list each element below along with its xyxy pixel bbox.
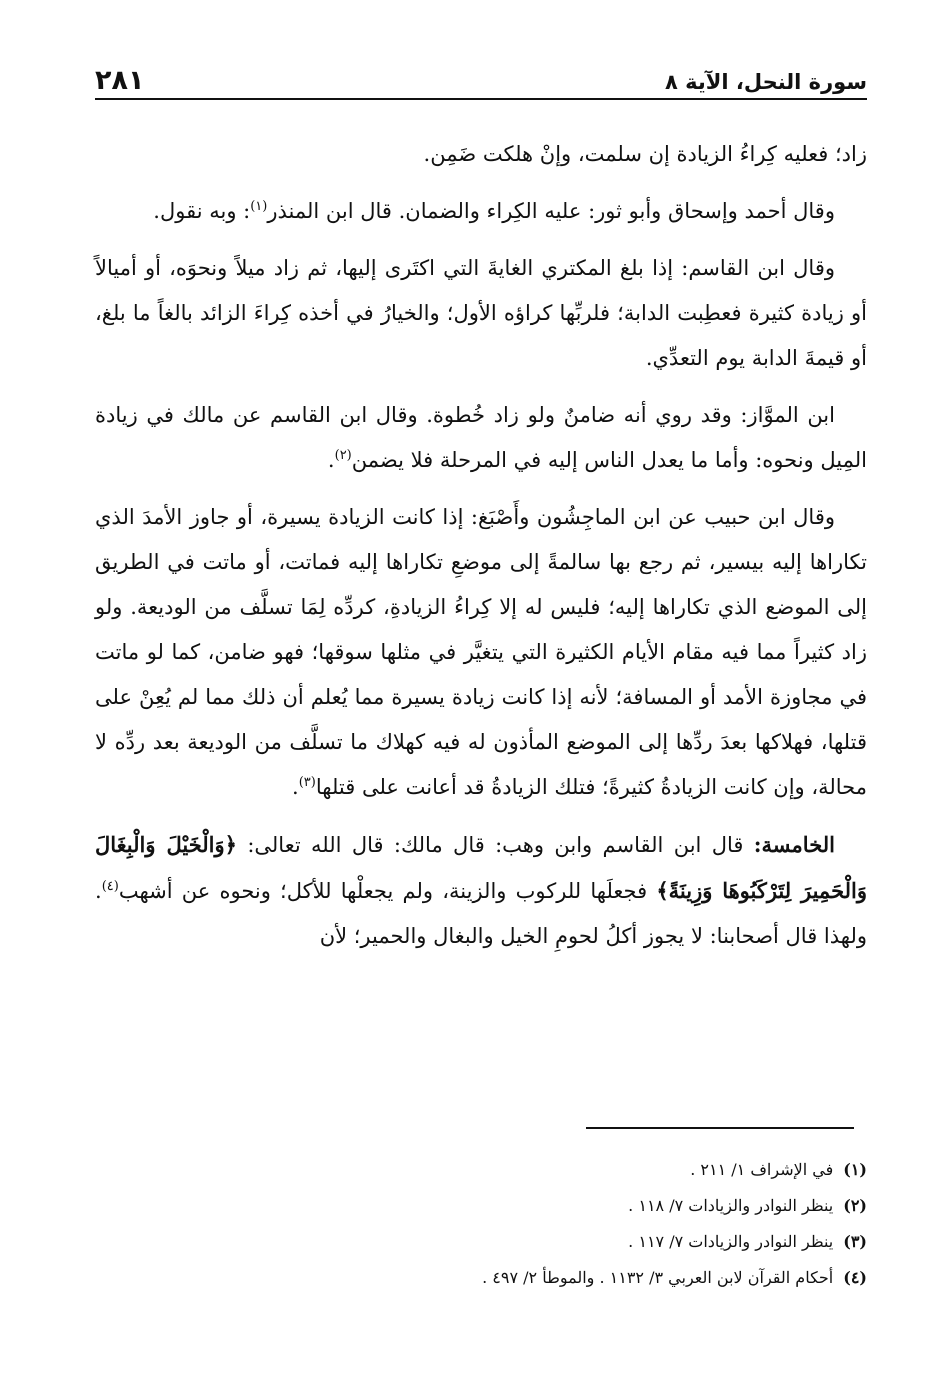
- running-title: سورة النحل، الآية ٨: [664, 70, 867, 94]
- footnote-marker: (٤): [101, 879, 119, 894]
- footnote: [95, 1152, 867, 1188]
- footnote: [95, 1260, 867, 1296]
- paragraph: [95, 393, 867, 483]
- page-header: [95, 58, 867, 100]
- text-segment: زاد؛ فعليه كِراءُ الزيادة إن سلمت، وإنْ هلكت ضَمِن.: [423, 142, 867, 166]
- text-segment: وقال ابن القاسم: إذا بلغ المكتري الغايةَ التي اكتَرى إليها، ثم زاد ميلاً ونحوَه، أو أميالاً أو زيادة كثيرة فعطِبت الدابة؛ فلربِّها كراؤه الأول؛ والخيارُ في أخذه كِراءَ الزائد بالغاً ما بلغ، أو قيمةَ الدابة يوم التعدِّي.: [95, 256, 867, 370]
- footnote-number: (٢): [843, 1196, 867, 1215]
- footnotes: [95, 1152, 867, 1296]
- paragraph: [95, 822, 867, 959]
- text-segment: وقال ابن حبيب عن ابن الماجِشُون وأَصْبَغ: إذا كانت الزيادة يسيرة، أو جاوز الأمدَ الذي تكاراها إليه بيسير، ثم رجع بها سالمةً إلى موضعِ تكاراها إليه فماتت، أو ماتت في الطريق إلى الموضع الذي تكاراها إليه؛ فليس له إلا كِراءُ الزيادةِ، كردِّه لِمَا تسلَّف من الوديعة. ولو زاد كثيراً مما فيه مقام الأيام الكثيرة التي يتغيَّر في مثلها سوقها؛ فهو ضامن، كما لو ماتت في مجاوزة الأمد أو المسافة؛ لأنه إذا كانت زيادة يسيرة مما يُعلم أن ذلك مما لم يُعِنْ على قتلها، فهلاكها بعدَ ردِّها إلى الموضع المأذون له فيه كهلاك ما تسلَّف من الوديعة بعد ردِّه لا محالة، وإن كانت الزيادةُ كثيرةً؛ فتلك الزيادةُ قد أعانت على قتلها: [95, 505, 867, 799]
- text-segment: .: [327, 448, 335, 472]
- footnote-marker: (٣): [298, 775, 316, 790]
- section-lead: الخامسة:: [753, 832, 835, 857]
- footnote-number: (٤): [843, 1268, 867, 1287]
- footnote-separator: [586, 1127, 854, 1129]
- text-segment: فجعلَها للركوب والزينة، ولم يجعلْها للأكل؛ ونحوه عن أشهب: [118, 879, 657, 903]
- footnote: [95, 1188, 867, 1224]
- text-segment: .: [292, 775, 299, 799]
- text-segment: ابن الموَّاز: وقد روي أنه ضامنٌ ولو زاد خُطوة. وقال ابن القاسم عن مالك في زيادة المِيل ونحوه: وأما ما يعدل الناس إليه في المرحلة فلا يضمن: [95, 403, 867, 472]
- footnote: [95, 1224, 867, 1260]
- paragraph: [95, 132, 867, 177]
- footnote-marker: (٢): [334, 448, 352, 463]
- paragraph: [95, 246, 867, 381]
- text-segment: قال ابن القاسم وابن وهب: قال مالك: قال الله تعالى:: [236, 833, 754, 857]
- footnote-text: ينظر النوادر والزيادات ٧/ ١١٧ .: [628, 1232, 834, 1251]
- footnote-text: في الإشراف ١/ ٢١١ .: [690, 1160, 834, 1179]
- quran-verse: ﴿وَالْخَيْلَ وَالْبِغَالَ وَالْحَمِيرَ لِتَرْكَبُوهَا وَزِينَةً﴾: [95, 832, 867, 903]
- main-text: [95, 132, 867, 971]
- text-segment: : وبه نقول.: [153, 199, 251, 223]
- paragraph: [95, 495, 867, 810]
- footnote-text: ينظر النوادر والزيادات ٧/ ١١٨ .: [628, 1196, 834, 1215]
- footnote-number: (٣): [843, 1232, 867, 1251]
- text-segment: . ولهذا قال أصحابنا: لا يجوز أكلُ لحومِ الخيل والبغال والحمير؛ لأن: [95, 879, 867, 948]
- page-number: ٢٨١: [95, 65, 145, 96]
- paragraph: [95, 189, 867, 234]
- text-segment: وقال أحمد وإسحاق وأبو ثور: عليه الكِراء والضمان. قال ابن المنذر: [267, 199, 835, 223]
- footnote-marker: (١): [250, 199, 268, 214]
- footnote-text: أحكام القرآن لابن العربي ٣/ ١١٣٢ . والموطأ ٢/ ٤٩٧ .: [482, 1268, 834, 1287]
- footnote-number: (١): [843, 1160, 867, 1179]
